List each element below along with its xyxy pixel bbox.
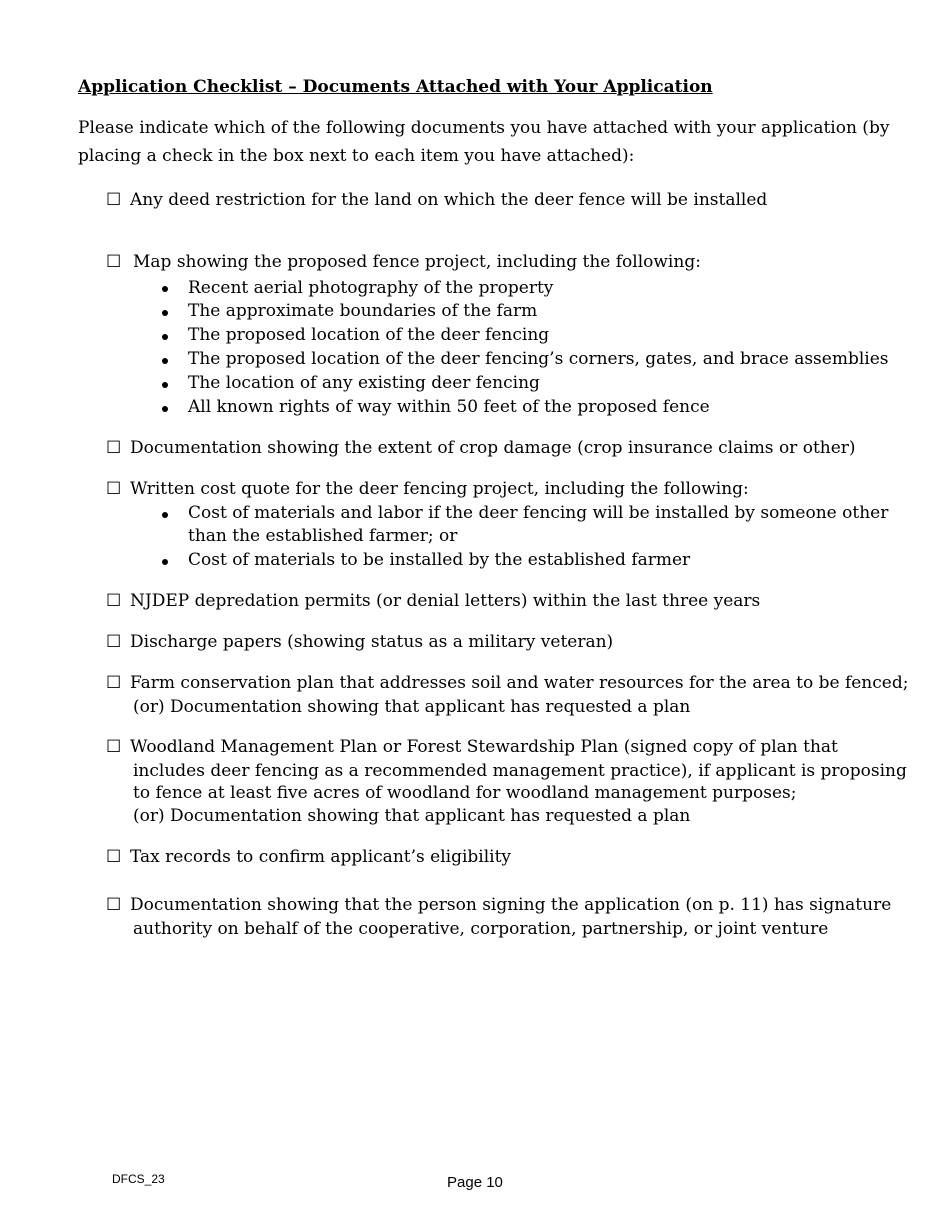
item-woodland-line-4: (or) Documentation showing that applicant has requested a plan (133, 806, 691, 826)
checklist-item-deed (106, 190, 767, 210)
checkbox-quote[interactable]: ☐ (106, 479, 122, 499)
checkbox-crop[interactable]: ☐ (106, 438, 122, 458)
item-conservation-line-1: Farm conservation plan that addresses soil and water resources for the area to be fenced; (130, 673, 909, 693)
item-tax-label: Tax records to confirm applicant’s eligibility (130, 847, 512, 867)
item-signature-line-2: authority on behalf of the cooperative, corporation, partnership, or joint venture (133, 919, 829, 939)
intro-line-1: Please indicate which of the following documents you have attached with your application (by (78, 118, 890, 138)
bullet-icon (162, 310, 168, 316)
checklist-item-quote (106, 479, 749, 499)
page-number: Page 10 (447, 1174, 503, 1191)
map-bullet: The proposed location of the deer fencing (188, 325, 550, 345)
bullet-icon (162, 406, 168, 412)
checkbox-map[interactable]: ☐ (106, 252, 122, 272)
bullet-icon (162, 358, 168, 364)
item-signature-line-1: Documentation showing that the person signing the application (on p. 11) has signature (130, 895, 892, 915)
checkbox-njdep[interactable]: ☐ (106, 591, 122, 611)
checkbox-conservation[interactable]: ☐ (106, 673, 122, 693)
map-bullet: The approximate boundaries of the farm (188, 301, 538, 321)
form-code: DFCS_23 (112, 1172, 165, 1186)
item-quote-label: Written cost quote for the deer fencing project, including the following: (130, 479, 749, 499)
item-discharge-label: Discharge papers (showing status as a military veteran) (130, 632, 614, 652)
checklist-item-map (106, 252, 701, 272)
bullet-icon (162, 382, 168, 388)
bullet-icon (162, 559, 168, 565)
checklist-item-woodland (106, 737, 838, 757)
item-conservation-line-2: (or) Documentation showing that applicant has requested a plan (133, 697, 691, 717)
quote-bullet-1-line-2: than the established farmer; or (188, 526, 458, 546)
checklist-item-crop (106, 438, 856, 458)
map-bullet: The location of any existing deer fencing (188, 373, 540, 393)
map-bullet: All known rights of way within 50 feet of the proposed fence (188, 397, 710, 417)
checklist-item-njdep (106, 591, 760, 611)
checklist-item-conservation (106, 673, 908, 693)
item-crop-label: Documentation showing the extent of crop damage (crop insurance claims or other) (130, 438, 856, 458)
checkbox-deed[interactable]: ☐ (106, 190, 122, 210)
checkbox-woodland[interactable]: ☐ (106, 737, 122, 757)
bullet-icon (162, 334, 168, 340)
checkbox-tax[interactable]: ☐ (106, 847, 122, 867)
item-woodland-line-2: includes deer fencing as a recommended management practice), if applicant is proposing (133, 761, 907, 781)
bullet-icon (162, 286, 168, 292)
item-njdep-label: NJDEP depredation permits (or denial letters) within the last three years (130, 591, 761, 611)
page-title: Application Checklist – Documents Attached with Your Application (78, 77, 713, 97)
item-map-label: Map showing the proposed fence project, including the following: (133, 252, 701, 272)
item-woodland-line-3: to fence at least five acres of woodland for woodland management purposes; (133, 783, 797, 803)
checklist-item-signature (106, 895, 891, 915)
intro-line-2: placing a check in the box next to each item you have attached): (78, 146, 635, 166)
quote-bullet-2: Cost of materials to be installed by the established farmer (188, 550, 691, 570)
map-bullet: Recent aerial photography of the property (188, 278, 554, 298)
map-bullet: The proposed location of the deer fencing’s corners, gates, and brace assemblies (188, 349, 889, 369)
checklist-item-tax (106, 847, 511, 867)
quote-bullet-1-line-1: Cost of materials and labor if the deer fencing will be installed by someone other (188, 503, 889, 523)
checkbox-signature[interactable]: ☐ (106, 895, 122, 915)
checkbox-discharge[interactable]: ☐ (106, 632, 122, 652)
checklist-item-discharge (106, 632, 613, 652)
bullet-icon (162, 512, 168, 518)
item-woodland-line-1: Woodland Management Plan or Forest Stewardship Plan (signed copy of plan that (130, 737, 838, 757)
item-deed-label: Any deed restriction for the land on which the deer fence will be installed (130, 190, 768, 210)
